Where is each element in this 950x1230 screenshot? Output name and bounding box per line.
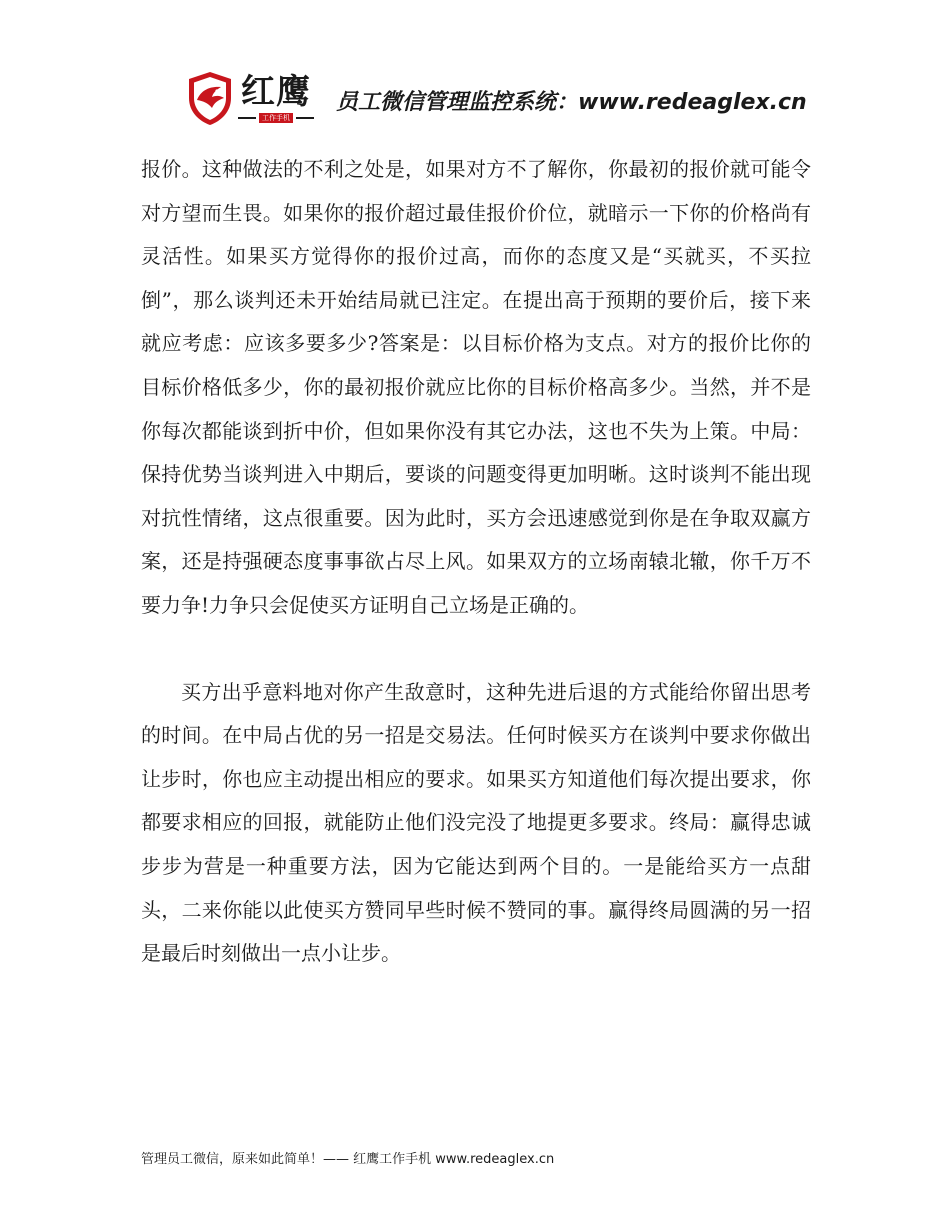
document-body <box>141 148 811 976</box>
logo-badge: 工作手机 <box>259 113 293 123</box>
brand-logo <box>186 70 314 126</box>
page-header <box>186 68 807 128</box>
body-paragraph: 买方出乎意料地对你产生敌意时，这种先进后退的方式能给你留出思考的时间。在中局占优的另一招是交易法。任何时候买方在谈判中要求你做出让步时，你也应主动提出相应的要求。如果买方知道他们每次提出要求，你都要求相应的回报，就能防止他们没完没了地提更多要求。终局：赢得忠诚步步为营是一种重要方法，因为它能达到两个目的。一是能给买方一点甜头，二来你能以此使买方赞同早些时候不赞同的事。赢得终局圆满的另一招是最后时刻做出一点小让步。 <box>141 679 811 966</box>
page-footer: 管理员工微信，原来如此简单！—— 红鹰工作手机 www.redeaglex.cn <box>141 1152 555 1167</box>
eagle-shield-icon <box>186 70 234 126</box>
logo-divider <box>238 117 256 119</box>
logo-name: 红鹰 <box>241 72 311 112</box>
body-paragraph: 报价。这种做法的不利之处是，如果对方不了解你，你最初的报价就可能令对方望而生畏。如果你的报价超过最佳报价价位，就暗示一下你的价格尚有灵活性。如果买方觉得你的报价过高，而你的态度又是“买就买，不买拉倒”，那么谈判还未开始结局就已注定。在提出高于预期的要价后，接下来就应考虑：应该多要多少?答案是：以目标价格为支点。对方的报价比你的目标价格低多少，你的最初报价就应比你的目标价格高多少。当然，并不是你每次都能谈到折中价，但如果你没有其它办法，这也不失为上策。中局：保持优势当谈判进入中期后，要谈的问题变得更加明晰。这时谈判不能出现对抗性情绪，这点很重要。因为此时，买方会迅速感觉到你是在争取双赢方案，还是持强硬态度事事欲占尽上风。如果双方的立场南辕北辙，你千万不要力争!力争只会促使买方证明自己立场是正确的。 <box>141 157 811 617</box>
header-title: 员工微信管理监控系统：www.redeaglex.cn <box>336 89 807 115</box>
logo-divider <box>296 117 314 119</box>
